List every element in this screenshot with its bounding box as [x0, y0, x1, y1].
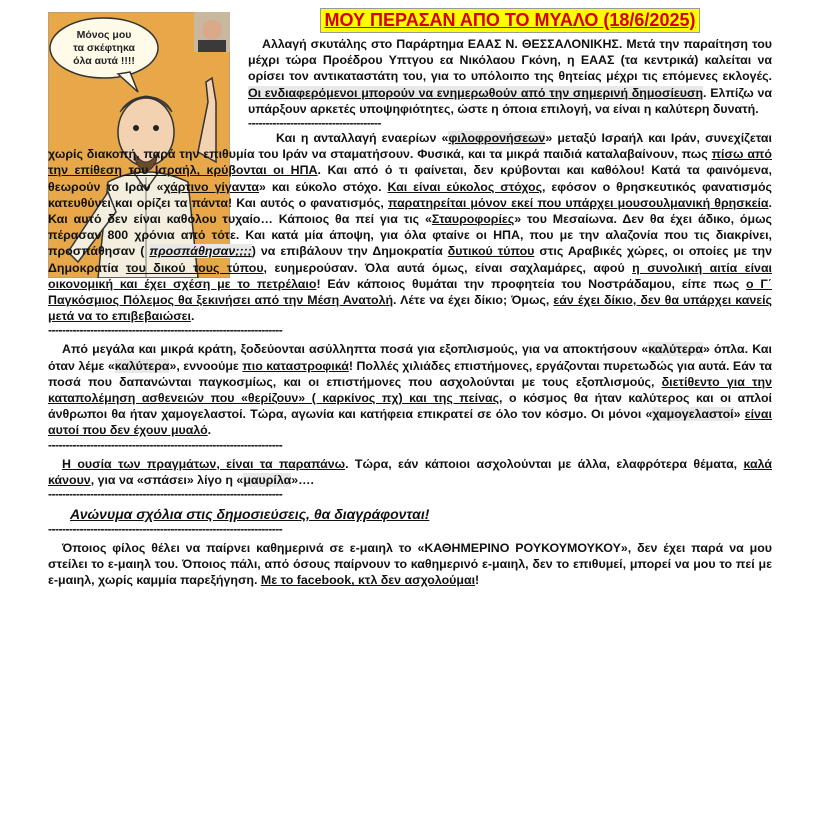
text: .: [207, 423, 212, 438]
separator: -------------------------------------------------------------------: [48, 523, 283, 537]
text: , ο κόσμος θα ήταν καλύτερος και οι απλοί άνθρωποι θα ήταν χαμογελαστοί. Τώρα, αγωνία και κατήφεια επικρατεί σε όλο τον κόσμο. Οι μόνοι «: [48, 391, 772, 422]
paragraph-2: [48, 130, 772, 324]
underlined-text: δυτικού τύπου: [447, 244, 535, 259]
separator: -------------------------------------------------------------------: [48, 438, 283, 452]
text: . Τώρα, εάν κάποιοι ασχολούνται με άλλα, ελαφρότερα θέματα,: [345, 456, 744, 471]
separator: --------------------------------------: [248, 117, 381, 131]
bubble-line-2: τα σκέφτηκα: [73, 42, 135, 54]
paragraph-5: [48, 540, 772, 589]
highlighted-text: φιλοφρονήσεων: [448, 131, 546, 146]
paragraph-4: [48, 456, 772, 488]
underlined-text: εάν έχει δίκιο, δεν θα υπάρχει κανείς μετά να το επιβεβαιώσει: [48, 293, 772, 324]
underlined-text: η συνολική αιτία είναι οικονομική και έχει σχέση με το πετρέλαιο: [48, 260, 772, 291]
text: !: [475, 573, 480, 588]
text: . Ελπίζω να υπάρξουν αρκετές υποψηφιότητες, ώστε η όποια επιλογή, να είναι η καλύτερη δυνατή.: [248, 85, 772, 116]
bubble-line-3: όλα αυτά !!!!: [73, 55, 135, 67]
title-row: [248, 8, 772, 36]
text: Αλλαγή σκυτάλης στο Παράρτημα ΕΑΑΣ Ν. ΘΕΣΣΑΛΟΝΙΚΗΣ. Μετά την παραίτηση του μέχρι τώρα Προέδρου Υπτγου εα Νικόλαου Γκόνη, η ΕΑΑΣ (τα κεντρικά) καλείται να ορίσει τον αντικαταστάτη του, για το υπόλοιπο της θητείας μέχρι τις επόμενες εκλογές.: [248, 37, 772, 84]
highlighted-text: καλύτερα: [648, 342, 703, 357]
text: . Λέτε να έχει δίκιο; Όμως,: [393, 293, 554, 308]
text: ) να επιβάλουν την Δημοκρατία: [251, 244, 448, 259]
text: Και η ανταλλαγή εναερίων «: [276, 131, 449, 146]
text: », εννοούμε: [169, 358, 243, 373]
text: »: [733, 407, 745, 422]
underlined-text: πιο καταστροφικά: [242, 358, 349, 373]
text: . Και αυτό δεν είναι καθόλου τυχαίο… Κάποιος θα πεί για τις «: [48, 195, 772, 227]
underlined-text: πίσω από την επίθεση του Ισραήλ, κρύβονται οι ΗΠΑ: [48, 147, 772, 178]
text: , ευημερούσαν. Όλα αυτά όμως, είναι σαχλαμάρες, αφού: [263, 260, 633, 275]
text: » όπλα. Και όταν λέμε «: [48, 342, 772, 373]
text: Όποιος φίλος θέλει να παίρνει καθημερινά σε ε-μαιηλ το «ΚΑΘΗΜΕΡΙΝΟ ΡΟΥΚΟΥΜΟΥΚΟΥ», δεν έχει παρά να μου στείλει το ε-μαιηλ του. Όποιος πάλι, από όσους παίρνουν το καθημερινό ε-μαιηλ, δεν το επιθυμεί, μπορεί να μου το πεί με ε-μαιηλ, χωρίς καμμία παρεξήγηση.: [48, 541, 772, 588]
separator: -------------------------------------------------------------------: [48, 324, 283, 338]
text: , εφόσον ο θρησκευτικός φανατισμός κατευθύνει και ορίζει τα πάντα! Και αυτός ο φανατισμός,: [48, 179, 772, 210]
underlined-text: ο Γ΄ Παγκόσμιος Πόλεμος θα ξεκινήσει από την Μέση Ανατολή: [48, 276, 772, 308]
text: » του Μεσαίωνα. Δεν θα έχει άδικο, όμως πέρασαν 800 χρόνια από τότε. Και κατά μία άποψη, για όλα φταίνε οι ΗΠΑ, που με την αλαζονία που τις διακρίνει, προσπάθησαν (: [48, 212, 772, 259]
underlined-text: Σταυροφορίες: [431, 212, 515, 227]
bubble-line-1: Μόνος μου: [76, 29, 132, 41]
underlined-text: καλά κάνουν: [48, 456, 772, 487]
text: .: [191, 309, 195, 324]
highlighted-text: μαυρίλα: [243, 472, 292, 487]
underlined-text: είναι αυτοί που δεν έχουν μυαλό: [48, 407, 772, 438]
underlined-text: Οι ενδιαφερόμενοι μπορούν να ενημερωθούν από την σημερινή δημοσίευση: [248, 85, 704, 100]
paragraph-1: [248, 36, 772, 117]
text: Από μεγάλα και μικρά κράτη, ξοδεύονται ασύλληπτα ποσά για εξοπλισμούς, για να αποκτήσουν «: [62, 342, 649, 357]
text: »….: [291, 472, 314, 487]
underlined-text: του δικού τους τύπου: [125, 260, 264, 275]
highlighted-text: χαμογελαστοί: [652, 407, 734, 422]
page-title: ΜΟΥ ΠΕΡΑΣΑΝ ΑΠΟ ΤΟ ΜΥΑΛΟ (18/6/2025): [320, 8, 701, 33]
underlined-text: παρατηρείται μόνον εκεί που υπάρχει μουσουλμανική θρησκεία: [387, 195, 769, 210]
italic-text: προσπάθησαν;;;;: [149, 244, 252, 259]
separator: -------------------------------------------------------------------: [48, 488, 283, 502]
text: , για να «σπάσει» λίγο η «: [90, 472, 244, 487]
underlined-text: διετίθεντο για την καταπολέμηση ασθενειών που «θερίζουν» ( καρκίνος πχ) και της πείνας: [48, 374, 772, 406]
paragraph-3: [48, 341, 772, 438]
article: [48, 8, 772, 589]
underlined-text: Με το facebook, κτλ δεν ασχολούμαι: [260, 573, 476, 588]
text: ! Πολλές χιλιάδες επιστήμονες, εργάζονται πυρετωδώς για αυτά. Εάν τα ποσά που δαπανώνται παγκοσμίως, και οι επιστήμονες που ασχολούνται με τους εξοπλισμούς,: [48, 358, 772, 389]
notice-anonymous-comments: Ανώνυμα σχόλια στις δημοσιεύσεις, θα διαγράφονται!: [70, 506, 430, 523]
text: ! Εάν κάποιος θυμάται την προφητεία του Νοστράδαμου, είπε πως: [316, 276, 747, 291]
text: » μεταξύ Ισραήλ και Ιράν, συνεχίζεται χωρίς διακοπή, παρά την επιθυμία του Ιράν να σταματήσουν. Φυσικά, και τα μικρά παιδιά καταλαβαίνουν, πως: [48, 131, 772, 162]
highlighted-text: καλύτερα: [114, 358, 170, 373]
text: στις Αραβικές χώρες, οι οποίες με την Δημοκρατία: [48, 244, 772, 275]
underlined-text: χάρτινο γίγαντα: [163, 179, 259, 194]
text: » και εύκολο στόχο.: [259, 179, 388, 194]
underlined-text: Η ουσία των πραγμάτων, είναι τα παραπάνω: [62, 456, 346, 471]
underlined-text: Και είναι εύκολος στόχος: [387, 179, 543, 194]
text: . Και από ό τι φαίνεται, δεν κρύβονται και καθόλου! Κατά τα φαινόμενα, θεωρούν το Ιράν «: [48, 163, 772, 194]
